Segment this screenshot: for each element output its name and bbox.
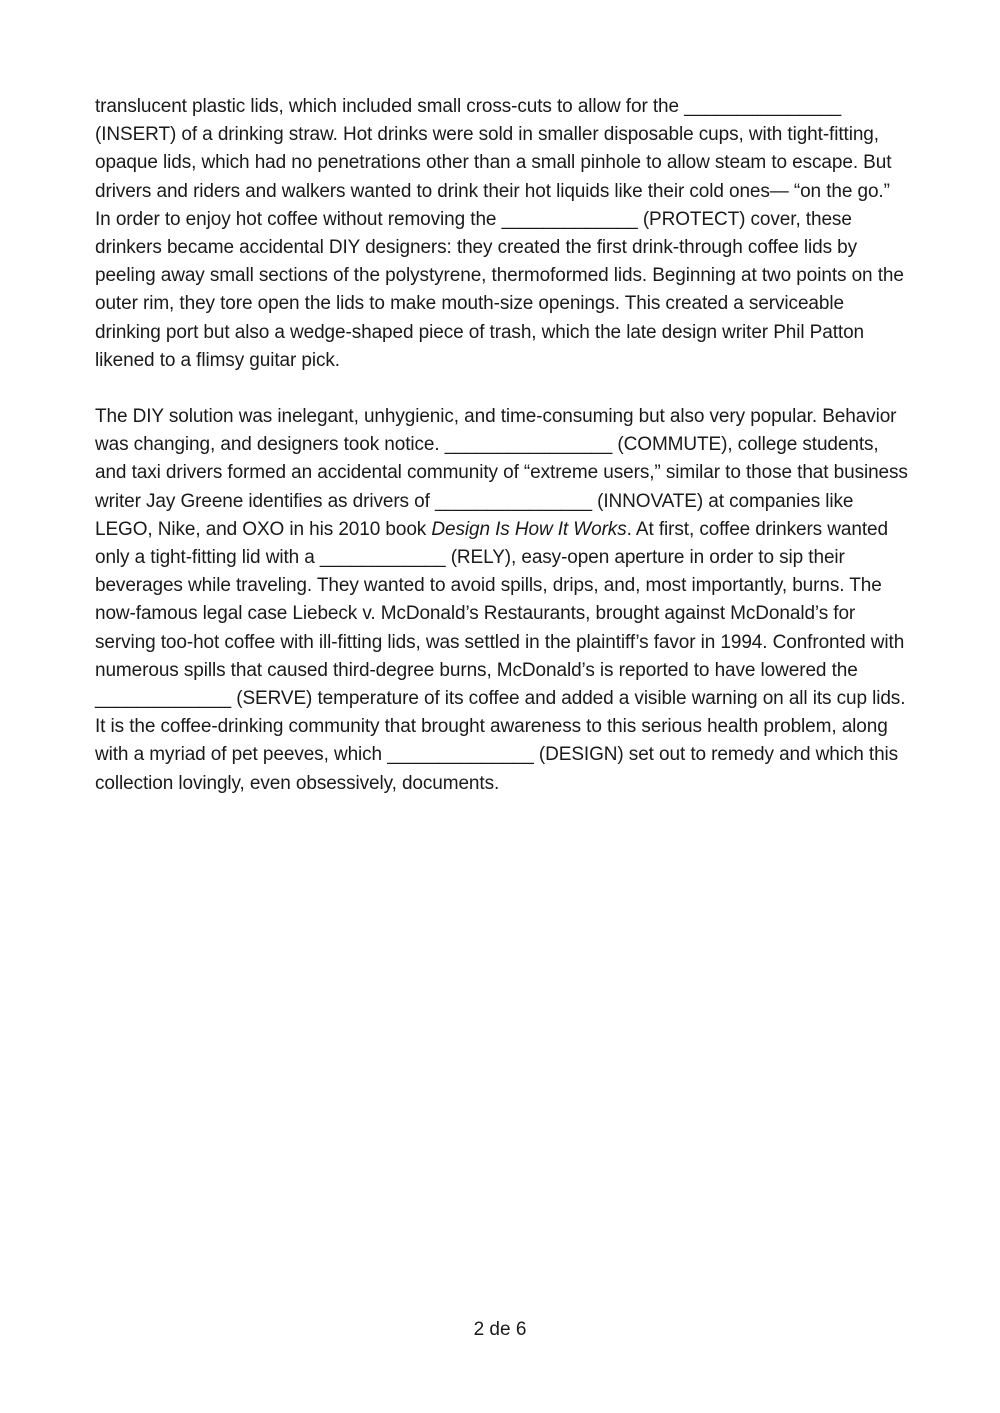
document-page — [95, 93, 910, 798]
text-run: . At first, coffee drinkers wanted only a tight-fitting lid with a — [95, 518, 888, 569]
answer-blank: _____________ — [95, 688, 232, 710]
paragraph-1 — [95, 93, 910, 375]
text-run: (DESIGN) set out to remedy and which this collection lovingly, even obsessively, documents. — [95, 744, 899, 794]
text-run: translucent plastic lids, which included small cross-cuts to allow for the — [95, 96, 685, 117]
text-run: (RELY), easy-open aperture in order to sip their beverages while traveling. They wanted to avoid spills, drips, and, most importantly, burns. The now-famous legal case Liebeck v. McDonald’s Restaurants, brought against McDonald’s for serving too-hot coffee with ill-fitting lids, was settled in the plaintiff’s favor in 1994. Confronted with numerous spills that caused third-degree burns, McDonald’s is reported to have lowered the — [95, 547, 905, 681]
answer-blank: _______________ — [684, 96, 842, 117]
text-run: (INNOVATE) at companies like LEGO, Nike, and OXO in his 2010 book — [95, 490, 854, 540]
book-title: Design Is How It Works — [431, 518, 627, 540]
answer-blank: ______________ — [387, 744, 534, 766]
paragraph-2 — [95, 403, 910, 798]
answer-blank: _____________ — [501, 208, 638, 230]
text-run: (SERVE) temperature of its coffee and added a visible warning on all its cup lids. It is the coffee-drinking community that brought awareness to this serious health problem, along with a myriad of pet peeves, which — [95, 688, 906, 766]
text-run: (PROTECT) cover, these drinkers became accidental DIY designers: they created the first drink-through coffee lids by peeling away small sections of the polystyrene, thermoformed lids. Beginning at two points on the outer rim, they tore open the lids to make mouth-size openings. This created a serviceable drinking port but also a wedge-shaped piece of trash, which the late design writer Phil Patton likened to a flimsy guitar pick. — [95, 208, 904, 371]
answer-blank: ____________ — [319, 547, 446, 569]
answer-blank: ________________ — [444, 434, 613, 456]
text-run: The DIY solution was inelegant, unhygienic, and time-consuming but also very popular. Behavior was changing, and designers took notice. — [95, 406, 897, 456]
text-run: (COMMUTE), college students, and taxi drivers formed an accidental community of “extreme users,” similar to those that business writer Jay Greene identifies as drivers of — [95, 434, 908, 512]
page-number: 2 de 6 — [473, 1319, 527, 1340]
answer-blank: _______________ — [434, 490, 592, 512]
text-run: (INSERT) of a drinking straw. Hot drinks were sold in smaller disposable cups, with tight-fitting, opaque lids, which had no penetrations other than a small pinhole to allow steam to escape. But drivers and riders and walkers wanted to drink their hot liquids like their cold ones— “on the go.” In order to enjoy hot coffee without removing the — [95, 124, 892, 230]
